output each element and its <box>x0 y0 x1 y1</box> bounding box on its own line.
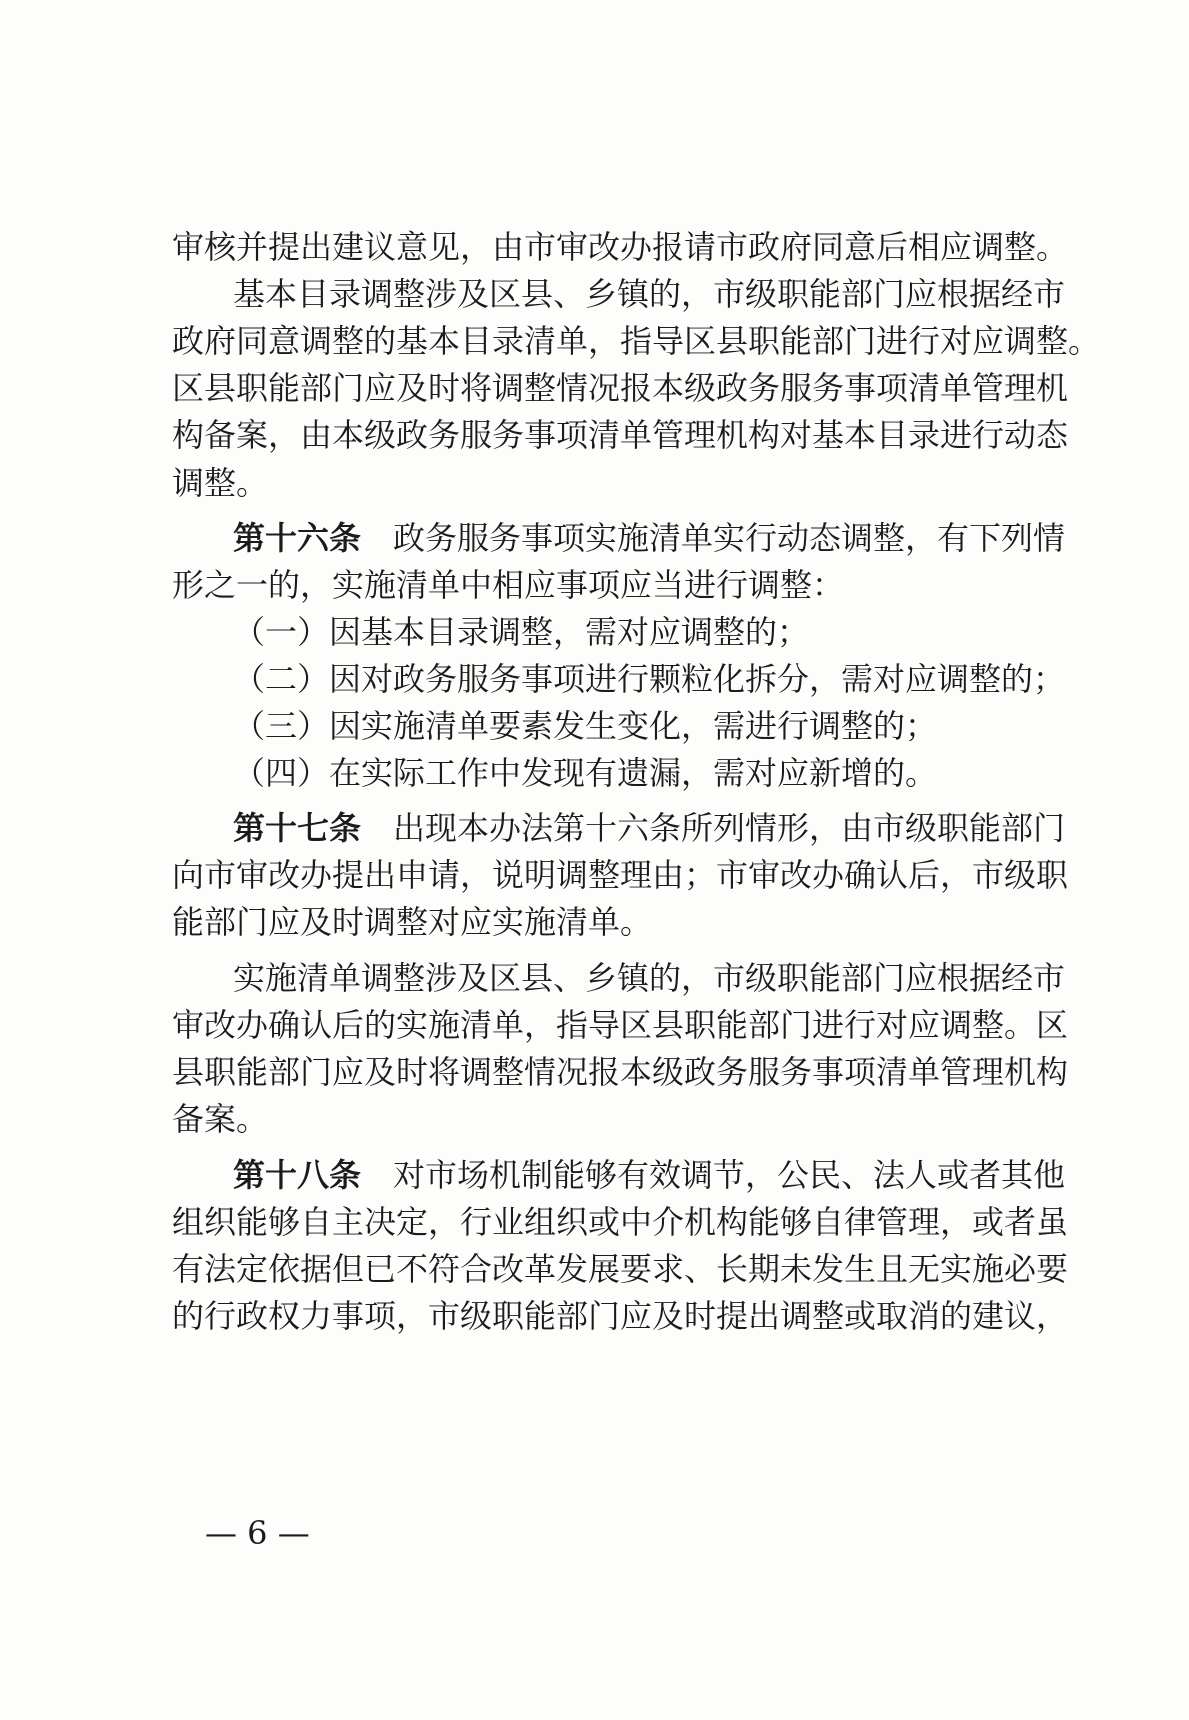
text-line: 有法定依据但已不符合改革发展要求、长期未发生且无实施必要 <box>172 1250 1069 1288</box>
text-line: 政府同意调整的基本目录清单，指导区县职能部门进行对应调整。 <box>172 322 1101 360</box>
article-heading: 第十八条 <box>233 1156 362 1194</box>
text-line: 基本目录调整涉及区县、乡镇的，市级职能部门应根据经市 <box>233 275 1066 313</box>
text-line: 能部门应及时调整对应实施清单。 <box>172 903 653 941</box>
text-line: 向市审改办提出申请，说明调整理由；市审改办确认后，市级职 <box>172 856 1069 894</box>
text-line: 调整。 <box>172 464 269 502</box>
list-item: （四）在实际工作中发现有遗漏，需对应新增的。 <box>233 754 938 792</box>
article-heading: 第十七条 <box>233 809 362 847</box>
text-line: 组织能够自主决定，行业组织或中介机构能够自律管理，或者虽 <box>172 1203 1069 1241</box>
text-span: 对市场机制能够有效调节，公民、法人或者其他 <box>393 1156 1066 1194</box>
text-line: 区县职能部门应及时将调整情况报本级政务服务事项清单管理机 <box>172 369 1069 407</box>
text-line: 备案。 <box>172 1100 269 1138</box>
text-line: 的行政权力事项，市级职能部门应及时提出调整或取消的建议， <box>172 1297 1069 1335</box>
text-span: 出现本办法第十六条所列情形，由市级职能部门 <box>393 809 1066 847</box>
page-number: — 6 — <box>205 1514 310 1552</box>
list-item: （二）因对政务服务事项进行颗粒化拆分，需对应调整的； <box>233 660 1066 698</box>
text-line: 构备案，由本级政务服务事项清单管理机构对基本目录进行动态 <box>172 416 1069 454</box>
text-line: 审核并提出建议意见，由市审改办报请市政府同意后相应调整。 <box>172 228 1069 266</box>
list-item: （一）因基本目录调整，需对应调整的； <box>233 613 810 651</box>
text-span: 政务服务事项实施清单实行动态调整，有下列情 <box>393 519 1066 557</box>
text-line: 县职能部门应及时将调整情况报本级政务服务事项清单管理机构 <box>172 1053 1069 1091</box>
text-line: 形之一的，实施清单中相应事项应当进行调整： <box>172 566 845 604</box>
text-line: 审改办确认后的实施清单，指导区县职能部门进行对应调整。区 <box>172 1006 1069 1044</box>
article-heading: 第十六条 <box>233 519 362 557</box>
text-line: 实施清单调整涉及区县、乡镇的，市级职能部门应根据经市 <box>233 959 1066 997</box>
list-item: （三）因实施清单要素发生变化，需进行调整的； <box>233 707 938 745</box>
